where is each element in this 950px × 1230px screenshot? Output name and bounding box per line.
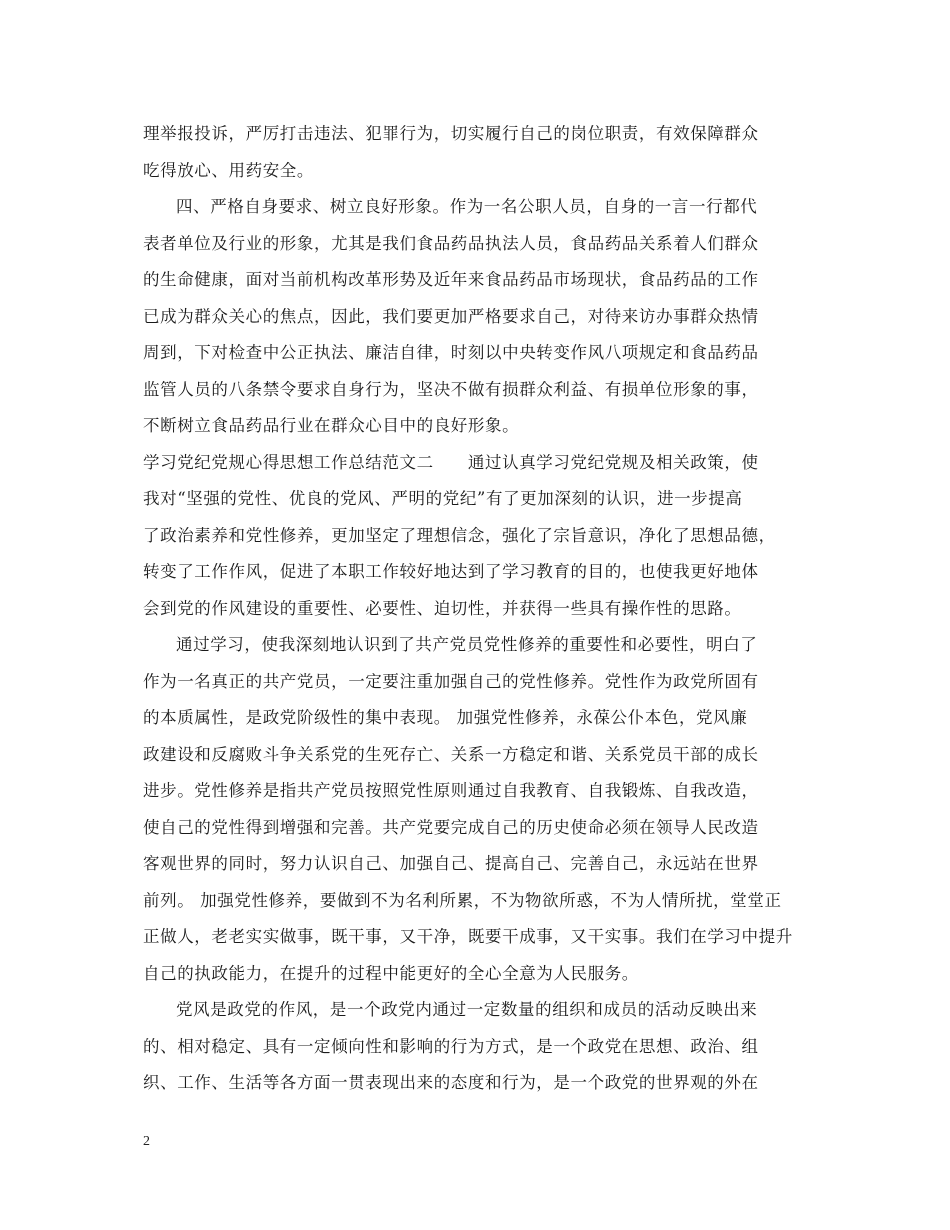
- text-line: 使自己的党性得到增强和完善。共产党要完成自己的历史使命必须在领导人民改造: [143, 817, 759, 837]
- document-body: [143, 116, 810, 1102]
- text-line: 监管人员的八条禁令要求自身行为，坚决不做有损群众利益、有损单位形象的事，: [143, 379, 759, 399]
- text-line: 作为一名真正的共产党员，一定要注重加强自己的党性修养。党性作为政党所固有: [143, 671, 759, 691]
- text-line: 已成为群众关心的焦点，因此，我们要更加严格要求自己，对待来访办事群众热情: [143, 306, 759, 326]
- text-line: 周到，下对检查中公正执法、廉洁自律，时刻以中央转变作风八项规定和食品药品: [143, 343, 759, 362]
- text-line: 的生命健康，面对当前机构改革形势及近年来食品药品市场现状，食品药品的工作: [143, 270, 759, 289]
- text-line: 前列。 加强党性修养，要做到不为名利所累，不为物欲所惑，不为人情所扰，堂堂正: [143, 890, 782, 910]
- text-line: 表者单位及行业的形象，尤其是我们食品药品执法人员，食品药品关系着人们群众: [143, 233, 759, 253]
- page-number: 2: [143, 1134, 150, 1149]
- text-line: 自己的执政能力，在提升的过程中能更好的全心全意为人民服务。: [143, 963, 639, 983]
- text-line: 转变了工作作风，促进了本职工作较好地达到了学习教育的目的，也使我更好地体: [143, 562, 759, 581]
- text-line: 理举报投诉，严厉打击违法、犯罪行为，切实履行自己的岗位职责，有效保障群众: [143, 124, 759, 143]
- text-line: 会到党的作风建设的重要性、必要性、迫切性，并获得一些具有操作性的思路。: [143, 598, 742, 618]
- text-line: 四、严格自身要求、树立良好形象。作为一名公职人员，自身的一言一行都代: [176, 197, 758, 216]
- text-line: 我对“坚强的党性、优良的党风、严明的党纪”有了更加深刻的认识，进一步提高: [143, 489, 743, 508]
- text-line: 客观世界的同时，努力认识自己、加强自己、提高自己、完善自己，永远站在世界: [143, 854, 759, 873]
- text-line: 通过学习，使我深刻地认识到了共产党员党性修养的重要性和必要性，明白了: [176, 635, 758, 654]
- text-line: 党风是政党的作风，是一个政党内通过一定数量的组织和成员的活动反映出来: [176, 1000, 758, 1019]
- text-line: 了政治素养和党性修养，更加坚定了理想信念，强化了宗旨意识，净化了思想品德，: [143, 525, 776, 545]
- text-line: 的本质属性，是政党阶级性的集中表现。 加强党性修养，永葆公仆本色，党风廉: [143, 708, 748, 727]
- text-line: 正做人，老老实实做事，既干事，又干净，既要干成事，又干实事。我们在学习中提升: [143, 927, 793, 946]
- text-line: 不断树立食品药品行业在群众心目中的良好形象。: [143, 416, 520, 435]
- text-line: 织、工作、生活等各方面一贯表现出来的态度和行为，是一个政党的世界观的外在: [143, 1073, 759, 1092]
- text-line: 学习党纪党规心得思想工作总结范文二 通过认真学习党纪党规及相关政策，使: [143, 452, 759, 472]
- text-line: 政建设和反腐败斗争关系党的生死存亡、关系一方稳定和谐、关系党员干部的成长: [143, 744, 759, 764]
- text-line: 进步。党性修养是指共产党员按照党性原则通过自我教育、自我锻炼、自我改造，: [143, 781, 759, 800]
- text-line: 吃得放心、用药安全。: [143, 160, 314, 180]
- text-line: 的、相对稳定、具有一定倾向性和影响的行为方式，是一个政党在思想、政治、组: [143, 1036, 759, 1056]
